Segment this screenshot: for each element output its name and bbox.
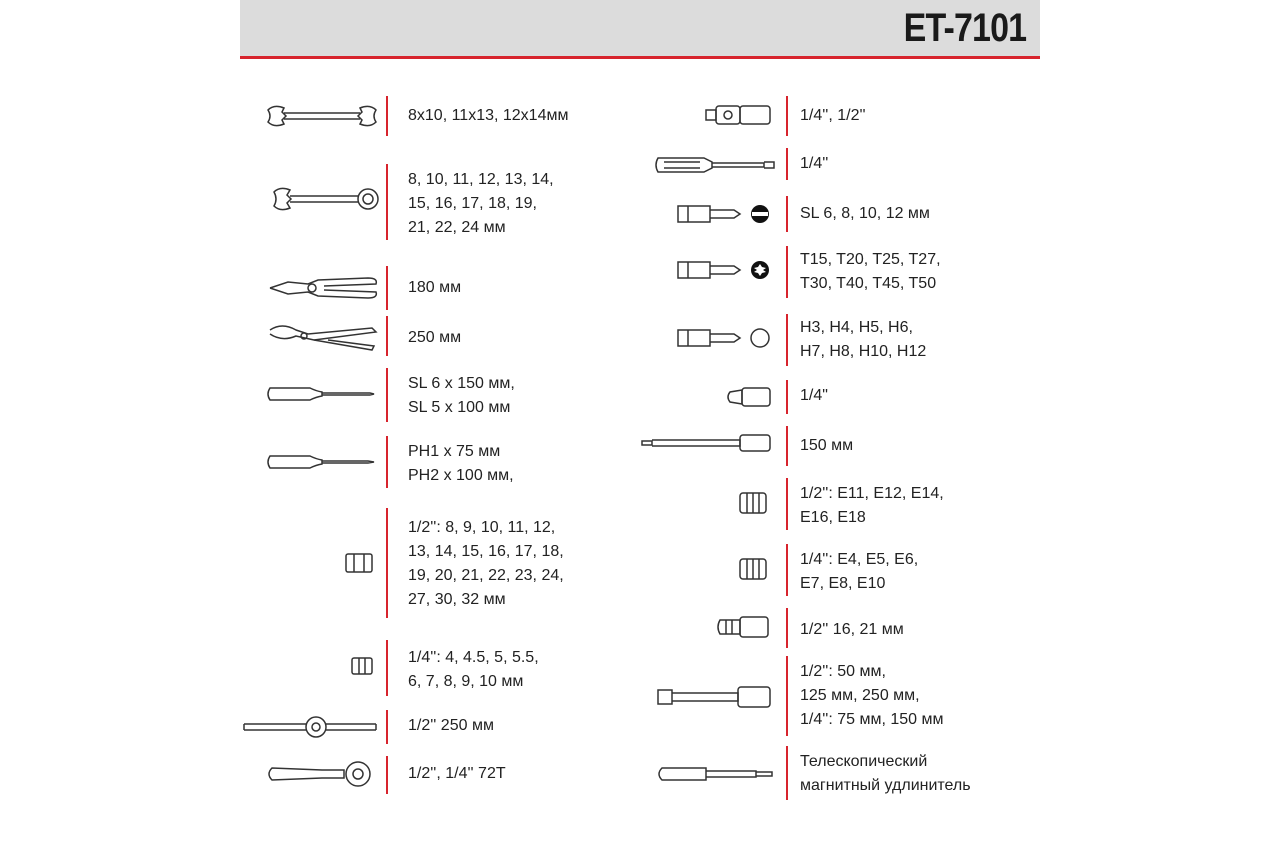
item-text-line: H3, H4, H5, H6, bbox=[800, 319, 913, 336]
item-text-line: 1/2'': E11, E12, E14, bbox=[800, 485, 944, 502]
sliding-t-bar-icon bbox=[242, 716, 378, 743]
divider-bar bbox=[786, 746, 788, 800]
model-number: ET-7101 bbox=[903, 6, 1026, 50]
item-text-line: 27, 30, 32 мм bbox=[408, 591, 506, 608]
double-open-end-wrench-icon bbox=[264, 102, 380, 135]
item-text-line: E7, E8, E10 bbox=[800, 575, 886, 592]
item-text bbox=[800, 152, 828, 176]
item-text-line: 1/4" bbox=[800, 387, 828, 404]
item-text bbox=[408, 168, 554, 240]
telescopic-magnet-icon bbox=[656, 764, 776, 789]
divider-bar bbox=[386, 368, 388, 422]
socket-half-inch-icon bbox=[344, 550, 374, 581]
item-text-line: PH2 x 100 мм, bbox=[408, 467, 514, 484]
divider-bar bbox=[786, 314, 788, 366]
divider-bar bbox=[386, 756, 388, 794]
header-rule bbox=[240, 56, 1040, 59]
item-text bbox=[408, 276, 461, 300]
divider-bar bbox=[786, 544, 788, 596]
item-text-line: 13, 14, 15, 16, 17, 18, bbox=[408, 543, 564, 560]
item-text-line: 6, 7, 8, 9, 10 мм bbox=[408, 673, 524, 690]
bit-driver-icon bbox=[654, 154, 778, 181]
item-text-line: 1/4'', 1/2'' bbox=[800, 107, 866, 124]
divider-bar bbox=[386, 316, 388, 356]
item-text-line: магнитный удлинитель bbox=[800, 777, 971, 794]
item-text bbox=[408, 646, 539, 694]
item-text-line: 1/2'' 16, 21 мм bbox=[800, 621, 904, 638]
item-text-line: 15, 16, 17, 18, 19, bbox=[408, 195, 537, 212]
combination-wrench-icon bbox=[270, 186, 380, 217]
item-text-line: 250 мм bbox=[408, 329, 462, 346]
item-text bbox=[800, 248, 941, 296]
divider-bar bbox=[786, 478, 788, 530]
divider-bar bbox=[786, 148, 788, 180]
divider-bar bbox=[386, 640, 388, 696]
item-text-line: Телескопический bbox=[800, 753, 928, 770]
divider-bar bbox=[386, 710, 388, 744]
phillips-screwdriver-icon bbox=[266, 452, 376, 477]
header-banner bbox=[240, 0, 1040, 56]
item-text-line: PH1 x 75 мм bbox=[408, 443, 501, 460]
item-text-line: T15, T20, T25, T27, bbox=[800, 251, 941, 268]
item-text-line: 19, 20, 21, 22, 23, 24, bbox=[408, 567, 564, 584]
item-text bbox=[800, 750, 971, 798]
slotted-screwdriver-icon bbox=[266, 384, 376, 409]
item-text bbox=[800, 316, 926, 364]
item-text bbox=[408, 714, 494, 738]
universal-joint-icon bbox=[704, 102, 776, 133]
item-text-line: H7, H8, H10, H12 bbox=[800, 343, 927, 360]
item-text bbox=[408, 516, 564, 612]
item-text-line: 1/2'': 50 мм, bbox=[800, 663, 886, 680]
item-text bbox=[800, 384, 828, 408]
divider-bar bbox=[786, 246, 788, 298]
item-text-line: 150 мм bbox=[800, 437, 854, 454]
item-text bbox=[800, 482, 944, 530]
item-text bbox=[408, 762, 506, 786]
divider-bar bbox=[786, 96, 788, 136]
item-text bbox=[800, 618, 904, 642]
divider-bar bbox=[386, 436, 388, 488]
e-torx-socket-half-icon bbox=[738, 490, 768, 521]
flexible-extension-icon bbox=[640, 432, 776, 459]
item-text bbox=[408, 372, 515, 420]
item-text bbox=[408, 326, 461, 350]
item-text-line: 8x10, 11x13, 12x14мм bbox=[408, 107, 569, 124]
divider-bar bbox=[386, 508, 388, 618]
bit-adapter-icon bbox=[726, 386, 776, 413]
item-text-line: 21, 22, 24 мм bbox=[408, 219, 506, 236]
item-text-line: SL 6, 8, 10, 12 мм bbox=[800, 205, 930, 222]
item-text-line: 1/4'': 75 мм, 150 мм bbox=[800, 711, 944, 728]
item-text-line: 1/2'', 1/4'' 72T bbox=[408, 765, 506, 782]
spark-plug-socket-icon bbox=[716, 614, 772, 645]
item-text-line: 180 мм bbox=[408, 279, 462, 296]
extension-bar-icon bbox=[656, 684, 774, 715]
item-text bbox=[408, 104, 568, 128]
divider-bar bbox=[386, 164, 388, 240]
item-text bbox=[800, 202, 930, 226]
item-text-line: 8, 10, 11, 12, 13, 14, bbox=[408, 171, 554, 188]
locking-pliers-icon bbox=[268, 320, 380, 359]
hex-bit-icon bbox=[676, 326, 780, 355]
torx-bit-icon bbox=[676, 258, 780, 287]
item-text-line: 1/2'': 8, 9, 10, 11, 12, bbox=[408, 519, 556, 536]
item-text-line: 1/4'': E4, E5, E6, bbox=[800, 551, 919, 568]
item-text-line: SL 5 x 100 мм bbox=[408, 399, 511, 416]
divider-bar bbox=[786, 656, 788, 736]
item-text-line: 1/4'' bbox=[800, 155, 829, 172]
divider-bar bbox=[386, 96, 388, 136]
divider-bar bbox=[386, 266, 388, 310]
item-text-line: 1/4'': 4, 4.5, 5, 5.5, bbox=[408, 649, 539, 666]
item-text-line: SL 6 x 150 мм, bbox=[408, 375, 515, 392]
item-text-line: 1/2'' 250 мм bbox=[408, 717, 494, 734]
e-torx-socket-quarter-icon bbox=[738, 556, 768, 587]
divider-bar bbox=[786, 196, 788, 232]
item-text bbox=[800, 104, 866, 128]
item-text bbox=[800, 660, 944, 732]
item-text-line: E16, E18 bbox=[800, 509, 866, 526]
item-text bbox=[800, 548, 918, 596]
ratchet-handle-icon bbox=[266, 760, 378, 793]
item-text bbox=[800, 434, 853, 458]
slotted-bit-icon bbox=[676, 202, 780, 231]
socket-quarter-inch-icon bbox=[350, 656, 374, 681]
pliers-icon bbox=[268, 272, 380, 309]
item-text bbox=[408, 440, 514, 488]
divider-bar bbox=[786, 608, 788, 648]
divider-bar bbox=[786, 426, 788, 466]
item-text-line: 125 мм, 250 мм, bbox=[800, 687, 920, 704]
divider-bar bbox=[786, 380, 788, 414]
item-text-line: T30, T40, T45, T50 bbox=[800, 275, 937, 292]
